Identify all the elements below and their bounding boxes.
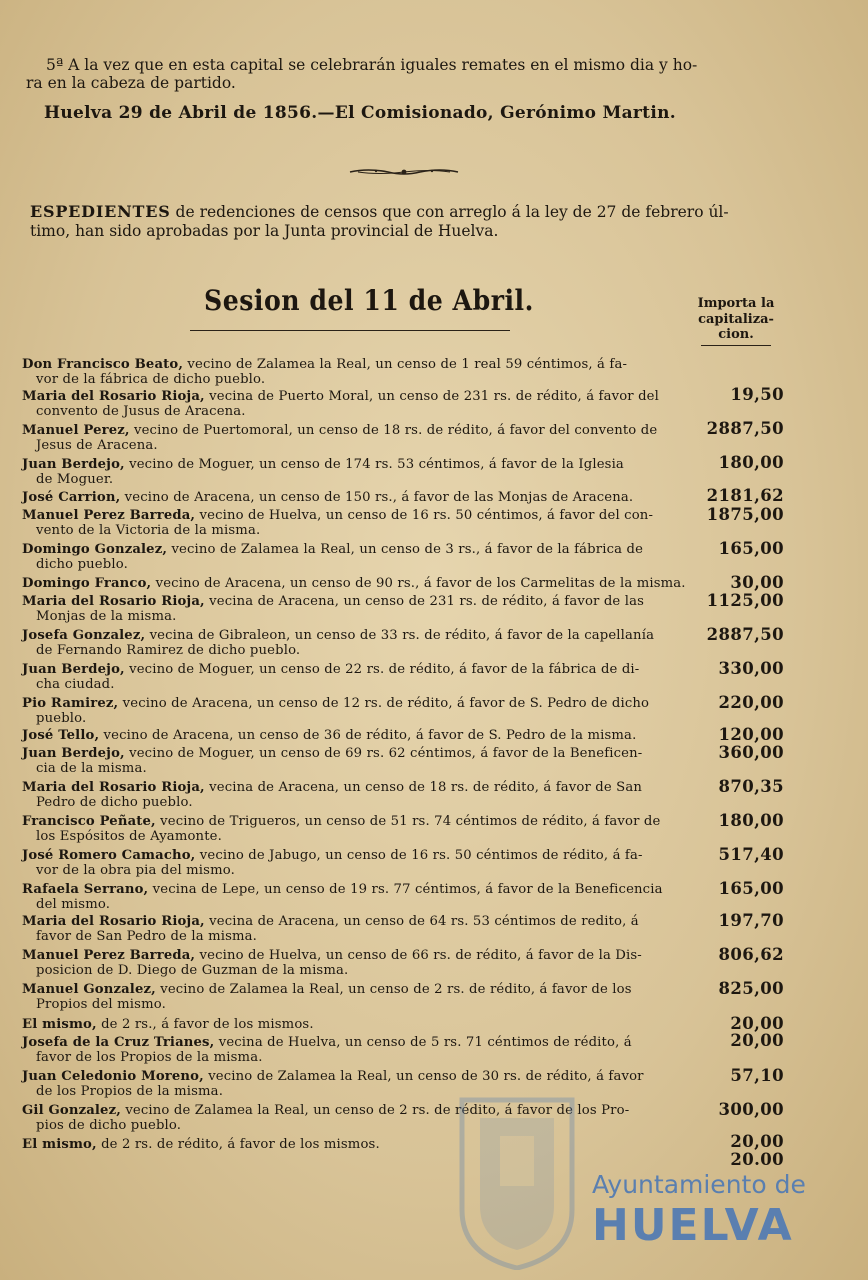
amount-value: 825,00 <box>718 979 784 998</box>
entry-name: Maria del Rosario Rioja, <box>22 389 205 404</box>
entry-continuation: vento de la Victoria de la misma. <box>36 522 261 538</box>
entry-continuation: Jesus de Aracena. <box>36 437 158 453</box>
amount-value: 30,00 <box>730 573 784 592</box>
amount-value: 20,00 <box>730 1031 784 1050</box>
entry-first-line <box>22 915 690 930</box>
amount-value: 180,00 <box>718 811 784 830</box>
entry-text: vecino de Zalamea la Real, un censo de 2 rs. de rédito, á favor de los <box>155 982 632 997</box>
entry-text: vecino de Zalamea la Real, un censo de 2 rs. de rédito, á favor de los Pro- <box>120 1103 630 1118</box>
entry-item <box>22 595 690 624</box>
entry-continuation: de Moguer. <box>36 471 114 487</box>
entry-name: Pio Ramirez, <box>22 696 119 711</box>
entry-first-line <box>22 595 690 610</box>
entry-continuation: posicion de D. Diego de Guzman de la misma. <box>36 962 349 978</box>
entry-text: de 2 rs. de rédito, á favor de los mismos. <box>96 1137 380 1152</box>
entry-first-line <box>22 358 690 373</box>
entry-first-line <box>22 390 690 405</box>
amount-value: 330,00 <box>718 659 784 678</box>
entry-item <box>22 543 690 572</box>
entry-first-line <box>22 781 690 796</box>
entry-first-line <box>22 949 690 964</box>
entry-text: vecina de Gibraleon, un censo de 33 rs. de rédito, á favor de la capellanía <box>145 628 655 643</box>
entry-item <box>22 491 690 506</box>
entry-continuation: del mismo. <box>36 896 111 912</box>
entry-item <box>22 1018 690 1033</box>
entry-first-line <box>22 629 690 644</box>
entry-continuation: Monjas de la misma. <box>36 608 177 624</box>
entry-item <box>22 663 690 692</box>
amount-value: 180,00 <box>718 453 784 472</box>
amount-value: 1875,00 <box>706 505 784 524</box>
entry-item <box>22 577 690 592</box>
entry-name: Josefa de la Cruz Trianes, <box>22 1035 215 1050</box>
entry-name: Manuel Perez, <box>22 423 130 438</box>
column-header-line-1: Importa la <box>697 296 775 311</box>
amount-value: 870,35 <box>718 777 784 796</box>
amount-value: 806,62 <box>718 945 784 964</box>
entry-continuation: cia de la misma. <box>36 760 147 776</box>
entry-name: El mismo, <box>22 1017 97 1032</box>
entry-first-line <box>22 697 690 712</box>
amount-value: 165,00 <box>718 539 784 558</box>
amount-value: 1125,00 <box>706 591 784 610</box>
entry-name: Josefa Gonzalez, <box>22 628 146 643</box>
heading-line-2: timo, han sido aprobadas por la Junta provincial de Huelva. <box>30 222 499 240</box>
entry-name: José Romero Camacho, <box>22 848 196 863</box>
session-title: Sesion del 11 de Abril. <box>204 284 534 317</box>
entry-text: vecino de Moguer, un censo de 22 rs. de rédito, á favor de la fábrica de di- <box>124 662 640 677</box>
entry-first-line <box>22 983 690 998</box>
amount-value: 165,00 <box>718 879 784 898</box>
entry-name: Juan Berdejo, <box>22 746 125 761</box>
amount-value: 120,00 <box>718 725 784 744</box>
entry-name: Francisco Peñate, <box>22 814 156 829</box>
entry-first-line <box>22 1036 690 1051</box>
entry-first-line <box>22 883 690 898</box>
entry-continuation: de los Propios de la misma. <box>36 1083 224 1099</box>
watermark-line-1: Ayuntamiento de <box>592 1170 806 1199</box>
entry-text: vecino de Moguer, un censo de 174 rs. 53 céntimos, á favor de la Iglesia <box>124 457 624 472</box>
entry-item <box>22 729 690 744</box>
entry-text: vecina de Aracena, un censo de 64 rs. 53 céntimos de redito, á <box>204 914 639 929</box>
entry-item <box>22 697 690 726</box>
entry-item <box>22 390 690 419</box>
entry-text: vecino de Aracena, un censo de 12 rs. de rédito, á favor de S. Pedro de dicho <box>118 696 650 711</box>
amount-value: 197,70 <box>718 911 784 930</box>
entry-continuation: favor de San Pedro de la misma. <box>36 928 258 944</box>
entry-item <box>22 883 690 912</box>
entry-first-line <box>22 509 690 524</box>
entry-text: vecina de Lepe, un censo de 19 rs. 77 céntimos, á favor de la Beneficencia <box>148 882 663 897</box>
entry-continuation: vor de la obra pia del mismo. <box>36 862 235 878</box>
entry-text: vecino de Huelva, un censo de 66 rs. de rédito, á favor de la Dis- <box>195 948 642 963</box>
entry-name: Manuel Perez Barreda, <box>22 508 196 523</box>
amount-value: 220,00 <box>718 693 784 712</box>
entry-item <box>22 815 690 844</box>
amount-value: 2181,62 <box>706 486 784 505</box>
entry-text: vecino de Moguer, un censo de 69 rs. 62 céntimos, á favor de la Beneficen- <box>124 746 643 761</box>
intro-line-2: ra en la cabeza de partido. <box>26 74 236 92</box>
entry-item <box>22 358 690 387</box>
entry-name: Juan Celedonio Moreno, <box>22 1069 204 1084</box>
entry-name: José Tello, <box>22 728 100 743</box>
entry-name: El mismo, <box>22 1137 97 1152</box>
entry-first-line <box>22 577 690 592</box>
entry-text: vecino de Zalamea la Real, un censo de 1 real 59 céntimos, á fa- <box>183 357 628 372</box>
entry-first-line <box>22 1070 690 1085</box>
entry-continuation: Propios del mismo. <box>36 996 166 1012</box>
entry-name: Rafaela Serrano, <box>22 882 149 897</box>
entry-item <box>22 747 690 776</box>
entry-item <box>22 849 690 878</box>
entry-item <box>22 509 690 538</box>
entry-text: vecino de Puertomoral, un censo de 18 rs. de rédito, á favor del convento de <box>129 423 658 438</box>
entry-item <box>22 458 690 487</box>
signature-line: Huelva 29 de Abril de 1856.—El Comisionado, Gerónimo Martin. <box>44 103 676 123</box>
amount-value: 20.00 <box>730 1150 784 1169</box>
entry-continuation: pueblo. <box>36 710 87 726</box>
watermark-line-2: HUELVA <box>592 1200 794 1251</box>
entry-first-line <box>22 815 690 830</box>
entry-first-line <box>22 424 690 439</box>
entry-name: Juan Berdejo, <box>22 662 125 677</box>
amount-value: 57,10 <box>730 1066 784 1085</box>
entry-text: vecino de Huelva, un censo de 16 rs. 50 céntimos, á favor del con- <box>195 508 654 523</box>
amount-value: 2887,50 <box>706 625 784 644</box>
entry-text: vecina de Huelva, un censo de 5 rs. 71 céntimos de rédito, á <box>214 1035 632 1050</box>
entry-continuation: Pedro de dicho pueblo. <box>36 794 193 810</box>
entry-name: Maria del Rosario Rioja, <box>22 594 205 609</box>
amount-value: 2887,50 <box>706 419 784 438</box>
entry-name: Domingo Franco, <box>22 576 152 591</box>
entry-text: vecino de Zalamea la Real, un censo de 30 rs. de rédito, á favor <box>203 1069 644 1084</box>
entry-continuation: favor de los Propios de la misma. <box>36 1049 263 1065</box>
entry-first-line <box>22 458 690 473</box>
amount-value: 360,00 <box>718 743 784 762</box>
entry-item <box>22 915 690 944</box>
amount-value: 517,40 <box>718 845 784 864</box>
entry-first-line <box>22 663 690 678</box>
entry-continuation: convento de Jusus de Aracena. <box>36 403 246 419</box>
entry-item <box>22 629 690 658</box>
entry-text: vecina de Aracena, un censo de 231 rs. de rédito, á favor de las <box>204 594 645 609</box>
entry-item <box>22 949 690 978</box>
entry-text: vecina de Puerto Moral, un censo de 231 rs. de rédito, á favor del <box>204 389 659 404</box>
amount-value: 20,00 <box>730 1014 784 1033</box>
entry-text: de 2 rs., á favor de los mismos. <box>96 1017 314 1032</box>
entry-name: Gil Gonzalez, <box>22 1103 121 1118</box>
entry-name: Maria del Rosario Rioja, <box>22 780 205 795</box>
entry-name: Domingo Gonzalez, <box>22 542 168 557</box>
entry-item <box>22 983 690 1012</box>
intro-line-1: 5ª A la vez que en esta capital se celebrarán iguales remates en el mismo dia y ho- <box>46 56 698 74</box>
entry-first-line <box>22 543 690 558</box>
amount-value: 19,50 <box>730 385 784 404</box>
entry-continuation: pios de dicho pueblo. <box>36 1117 182 1133</box>
amount-value: 20,00 <box>730 1132 784 1151</box>
entry-continuation: dicho pueblo. <box>36 556 128 572</box>
column-header-line-2: capitaliza- <box>698 311 774 327</box>
entry-name: Don Francisco Beato, <box>22 357 184 372</box>
entry-first-line <box>22 729 690 744</box>
column-header-line-3: cion. <box>718 327 754 342</box>
entry-name: Juan Berdejo, <box>22 457 125 472</box>
entry-name: José Carrion, <box>22 490 121 505</box>
entry-name: Maria del Rosario Rioja, <box>22 914 205 929</box>
entry-first-line <box>22 849 690 864</box>
entry-text: vecina de Aracena, un censo de 18 rs. de rédito, á favor de San <box>204 780 643 795</box>
entry-text: vecino de Aracena, un censo de 36 de rédito, á favor de S. Pedro de la misma. <box>99 728 637 743</box>
entry-item <box>22 781 690 810</box>
heading-lead: ESPEDIENTES <box>30 202 171 221</box>
entry-continuation: vor de la fábrica de dicho pueblo. <box>36 371 266 387</box>
amount-value: 300,00 <box>718 1100 784 1119</box>
entry-continuation: los Espósitos de Ayamonte. <box>36 828 222 844</box>
entry-name: Manuel Gonzalez, <box>22 982 156 997</box>
heading-line-1: de redenciones de censos que con arreglo á la ley de 27 de febrero úl- <box>170 203 729 221</box>
entry-first-line <box>22 1018 690 1033</box>
entry-text: vecino de Jabugo, un censo de 16 rs. 50 céntimos de rédito, á fa- <box>195 848 643 863</box>
entry-text: vecino de Aracena, un censo de 150 rs., á favor de las Monjas de Aracena. <box>120 490 634 505</box>
entry-first-line <box>22 747 690 762</box>
entry-text: vecino de Aracena, un censo de 90 rs., á favor de los Carmelitas de la misma. <box>151 576 686 591</box>
entry-text: vecino de Zalamea la Real, un censo de 3 rs., á favor de la fábrica de <box>167 542 644 557</box>
entry-name: Manuel Perez Barreda, <box>22 948 196 963</box>
entry-item <box>22 1036 690 1065</box>
entry-text: vecino de Trigueros, un censo de 51 rs. 74 céntimos de rédito, á favor de <box>155 814 661 829</box>
entry-continuation: de Fernando Ramirez de dicho pueblo. <box>36 642 301 658</box>
entry-item <box>22 424 690 453</box>
entry-continuation: cha ciudad. <box>36 676 115 692</box>
entry-first-line <box>22 491 690 506</box>
